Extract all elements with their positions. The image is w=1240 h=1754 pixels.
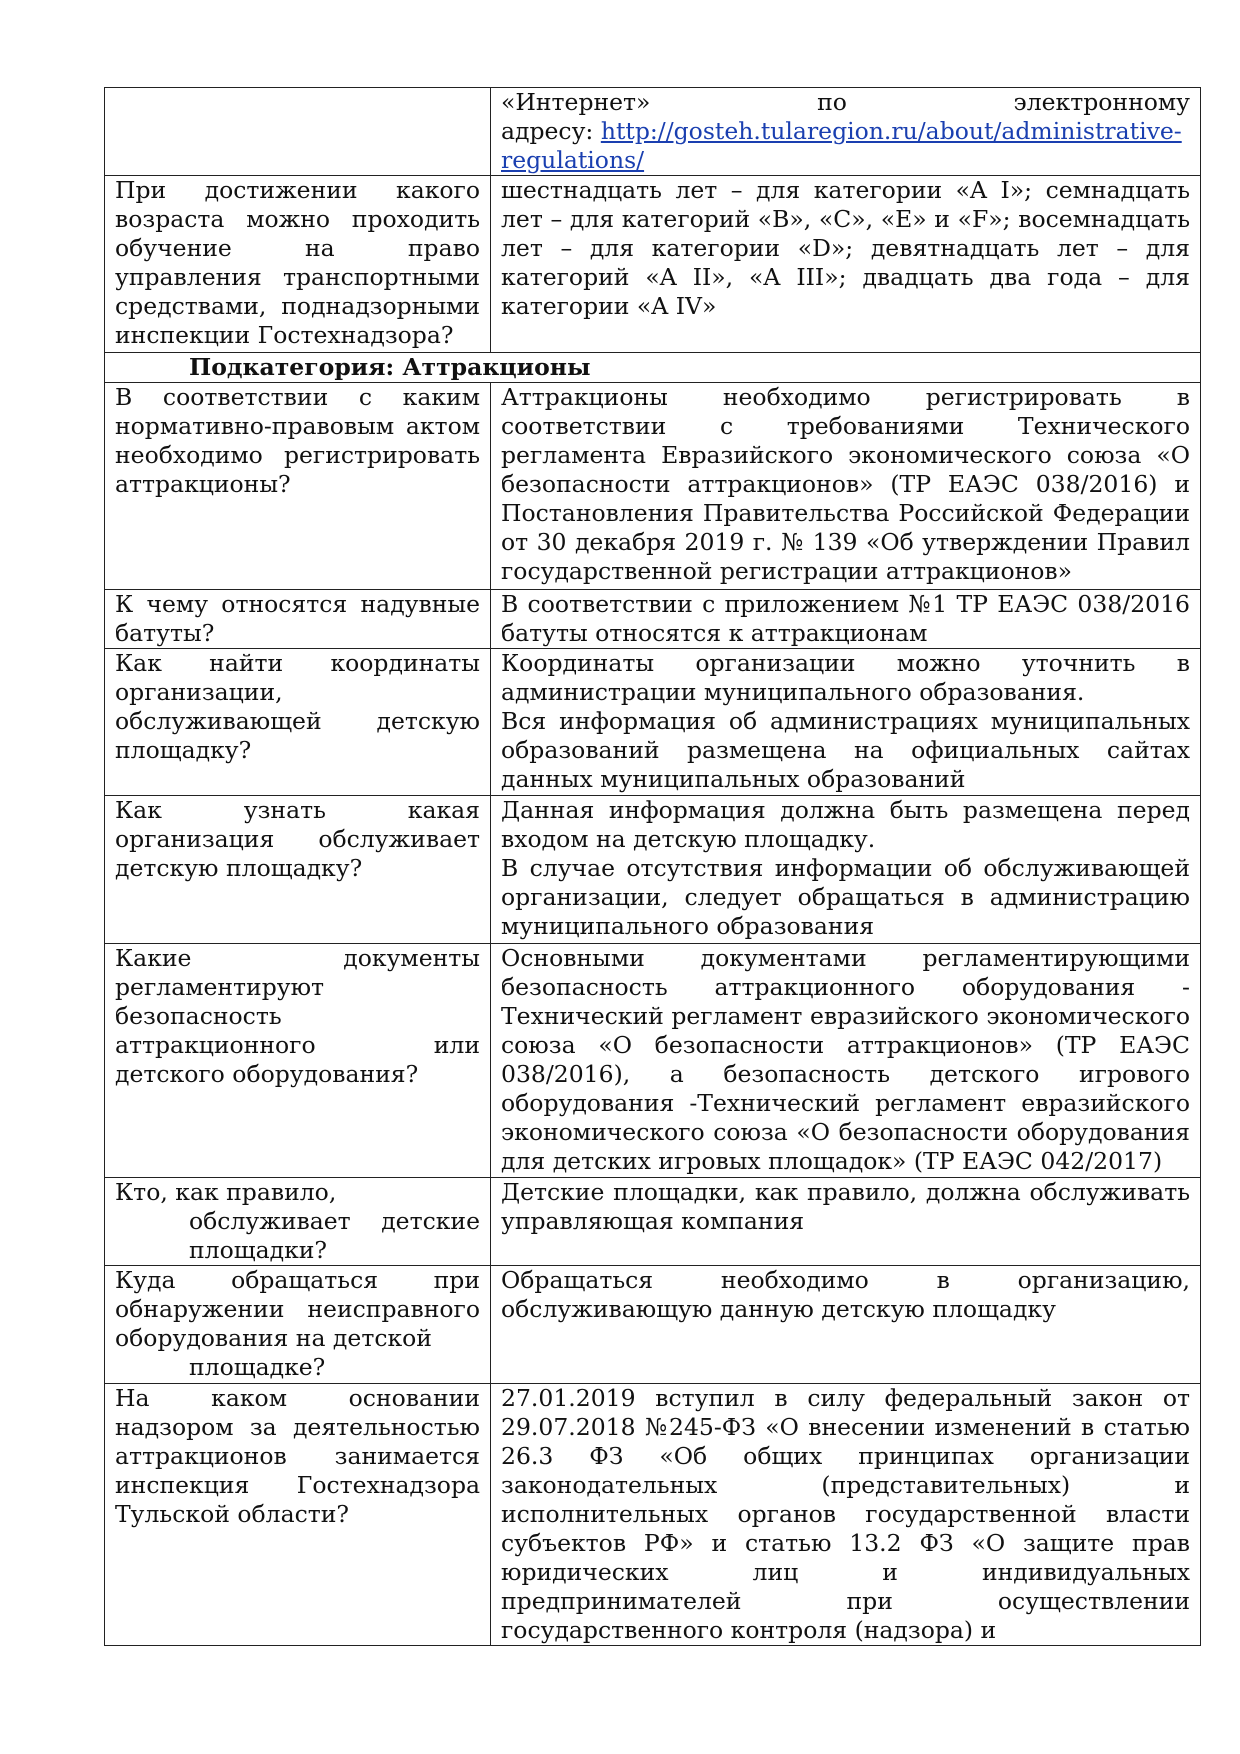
question-cell (105, 1266, 491, 1384)
question-cell: Какие документы регламентируют безопасность аттракционного или детского оборудования? (105, 944, 491, 1178)
table-row (105, 383, 1201, 590)
question-cell (105, 1178, 491, 1266)
question-cell (105, 88, 491, 176)
table-row (105, 590, 1201, 649)
table-row (105, 796, 1201, 944)
question-cell: При достижении какого возраста можно проходить обучение на право управления транспортными средствами, поднадзорными инспекции Гостехнадзора? (105, 176, 491, 353)
question-line: площадке? (189, 1353, 326, 1381)
answer-cell: Аттракционы необходимо регистрировать в соответствии с требованиями Технического регламента Евразийского экономического союза «О безопасности аттракционов» (ТР ЕАЭС 038/2016) и Постановления Правительства Российской Федерации от 30 декабря 2019 г. № 139 «Об утверждении Правил государственной регистрации аттракционов» (491, 383, 1201, 590)
document-page (104, 87, 1200, 1646)
regulations-link[interactable]: http://gosteh.tularegion.ru/about/administrative-regulations/ (501, 117, 1182, 174)
table-row (105, 1178, 1201, 1266)
table-row (105, 944, 1201, 1178)
question-cell: Как узнать какая организация обслуживает детскую площадку? (105, 796, 491, 944)
question-cell: На каком основании надзором за деятельностью аттракционов занимается инспекция Гостехнадзора Тульской области? (105, 1384, 491, 1646)
answer-text-prefix: адресу: (501, 117, 601, 145)
answer-cell: Детские площадки, как правило, должна обслуживать управляющая компания (491, 1178, 1201, 1266)
section-header-row (105, 353, 1201, 383)
answer-paragraph: Координаты организации можно уточнить в администрации муниципального образования. (501, 649, 1190, 706)
answer-cell (491, 88, 1201, 176)
section-title: Подкатегория: Аттракционы (105, 353, 1201, 383)
answer-cell: 27.01.2019 вступил в силу федеральный закон от 29.07.2018 №245-ФЗ «О внесении изменений в статью 26.3 ФЗ «Об общих принципах организации законодательных (представительных) и исполнительных органов государственной власти субъектов РФ» и статью 13.2 ФЗ «О защите прав юридических лиц и индивидуальных предпринимателей при осуществлении государственного контроля (надзора) и (491, 1384, 1201, 1646)
faq-table (104, 87, 1201, 1646)
answer-paragraph: Вся информация об администрациях муниципальных образований размещена на официальных сайтах данных муниципальных образований (501, 707, 1190, 793)
table-row (105, 1384, 1201, 1646)
table-row (105, 88, 1201, 176)
answer-text: «Интернет» по электронному (501, 88, 1190, 116)
answer-cell: Обращаться необходимо в организацию, обслуживающую данную детскую площадку (491, 1266, 1201, 1384)
question-line: Куда обращаться при обнаружении неисправного оборудования на детской (115, 1266, 480, 1352)
question-cell: Как найти координаты организации, обслуживающей детскую площадку? (105, 649, 491, 796)
answer-cell: Основными документами регламентирующими безопасность аттракционного оборудования - Технический регламент евразийского экономического союза «О безопасности аттракционов» (ТР ЕАЭС 038/2016), а безопасность детского игрового оборудования -Технический регламент евразийского экономического союза «О безопасности оборудования для детских игровых площадок» (ТР ЕАЭС 042/2017) (491, 944, 1201, 1178)
answer-cell (491, 796, 1201, 944)
answer-cell (491, 649, 1201, 796)
table-row (105, 176, 1201, 353)
answer-paragraph: Данная информация должна быть размещена перед входом на детскую площадку. (501, 796, 1190, 853)
table-row (105, 1266, 1201, 1384)
answer-cell: В соответствии с приложением №1 ТР ЕАЭС 038/2016 батуты относятся к аттракционам (491, 590, 1201, 649)
question-cell: К чему относятся надувные батуты? (105, 590, 491, 649)
question-line: Кто, как правило, (115, 1178, 337, 1206)
question-cell: В соответствии с каким нормативно-правовым актом необходимо регистрировать аттракционы? (105, 383, 491, 590)
question-line: обслуживает детские площадки? (189, 1207, 480, 1264)
answer-cell: шестнадцать лет – для категории «A I»; семнадцать лет – для категорий «B», «C», «E» и «F»; восемнадцать лет – для категории «D»; девятнадцать лет – для категорий «A II», «A III»; двадцать два года – для категории «A IV» (491, 176, 1201, 353)
table-row (105, 649, 1201, 796)
answer-paragraph: В случае отсутствия информации об обслуживающей организации, следует обращаться в администрацию муниципального образования (501, 854, 1190, 940)
